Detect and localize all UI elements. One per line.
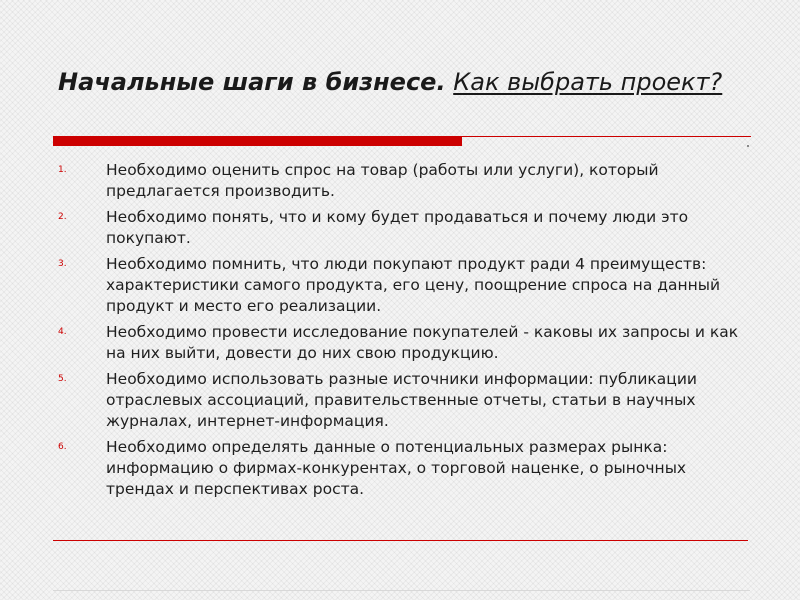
step-text: Необходимо провести исследование покупателей - каковы их запросы и как на них выйти, довести до них свою продукцию. [106, 323, 739, 362]
step-item-4 [58, 322, 748, 364]
footer-divider-line [53, 590, 750, 591]
step-number: 4. [58, 327, 67, 337]
title-divider-dot [747, 145, 749, 147]
step-number: 1. [58, 165, 67, 175]
title-link[interactable]: Как выбрать проект? [453, 68, 723, 96]
step-text: Необходимо использовать разные источники информации: публикации отраслевых ассоциаций, правительственные отчеты, статьи в научных журналах, интернет-информация. [106, 370, 697, 430]
step-number: 6. [58, 442, 67, 452]
step-number: 3. [58, 259, 67, 269]
step-text: Необходимо понять, что и кому будет продаваться и почему люди это покупают. [106, 208, 689, 247]
step-item-2 [58, 207, 748, 249]
step-item-1 [58, 160, 748, 202]
title-bold-part: Начальные шаги в бизнесе. [58, 68, 446, 96]
step-number: 2. [58, 212, 67, 222]
bottom-divider-line [53, 540, 748, 541]
step-item-3 [58, 254, 748, 317]
slide-title [58, 66, 738, 98]
step-text: Необходимо определять данные о потенциальных размерах рынка: информацию о фирмах-конкурентах, о торговой наценке, о рыночных трендах и перспективах роста. [106, 438, 687, 498]
step-number: 5. [58, 374, 67, 384]
step-text: Необходимо оценить спрос на товар (работы или услуги), который предлагается производить. [106, 161, 659, 200]
title-accent-bar [53, 137, 462, 146]
step-item-6 [58, 437, 748, 500]
step-item-5 [58, 369, 748, 432]
step-text: Необходимо помнить, что люди покупают продукт ради 4 преимуществ: характеристики самого продукта, его цену, поощрение спроса на данный продукт и место его реализации. [106, 255, 721, 315]
steps-list [58, 160, 748, 505]
